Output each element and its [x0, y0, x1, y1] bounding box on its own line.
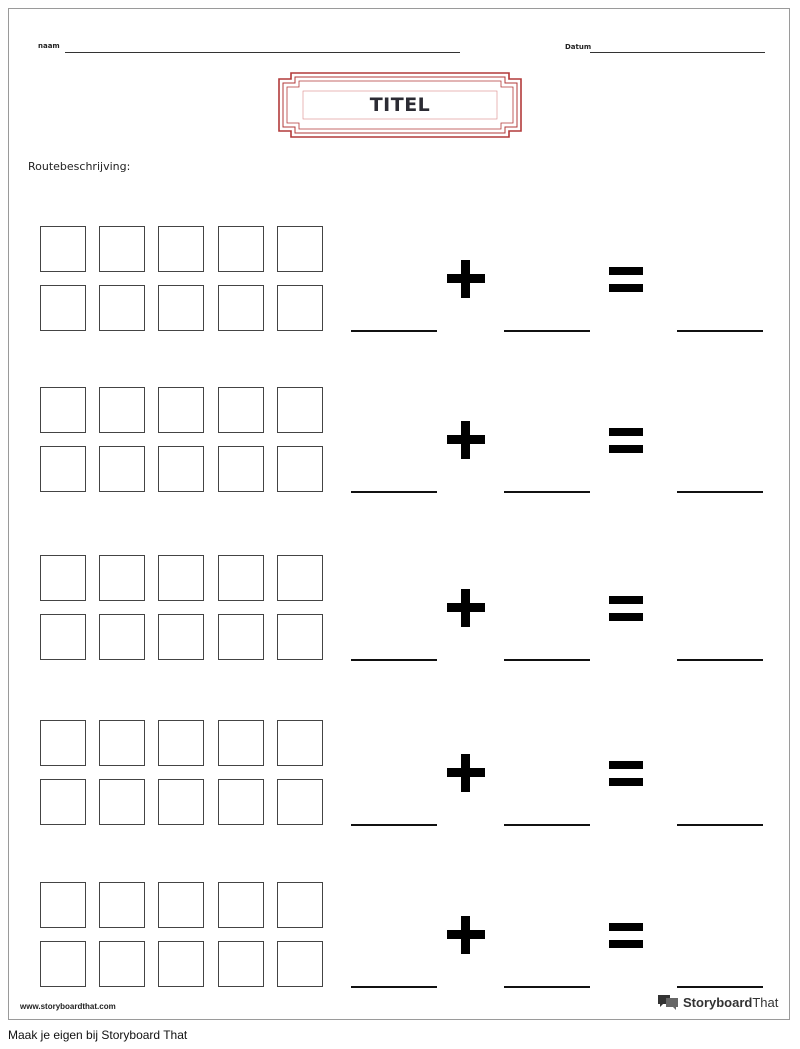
counting-box [277, 941, 323, 987]
counting-box [218, 285, 264, 331]
counting-box [277, 226, 323, 272]
counting-box [218, 941, 264, 987]
counting-box [158, 779, 204, 825]
counting-box [99, 779, 145, 825]
website-url: www.storyboardthat.com [20, 1002, 116, 1011]
sum-blank [677, 986, 763, 988]
counting-box [277, 387, 323, 433]
counting-box [218, 387, 264, 433]
counting-box [277, 720, 323, 766]
counting-box [218, 614, 264, 660]
counting-box [99, 285, 145, 331]
equals-sign [609, 923, 643, 949]
equals-sign [609, 428, 643, 454]
plus-sign [447, 754, 485, 792]
counting-box [158, 285, 204, 331]
worksheet-title: TITEL [369, 94, 431, 116]
logo-text-that: That [752, 994, 779, 1010]
counting-box [158, 226, 204, 272]
name-label: naam [38, 42, 60, 50]
equals-sign [609, 761, 643, 787]
addend-2-blank [504, 491, 590, 493]
counting-box [40, 779, 86, 825]
plus-sign [447, 260, 485, 298]
storyboard-that-logo [657, 993, 778, 1011]
counting-box [218, 446, 264, 492]
addend-2-blank [504, 986, 590, 988]
addend-1-blank [351, 491, 437, 493]
counting-box [99, 882, 145, 928]
plus-sign [447, 916, 485, 954]
counting-box [158, 387, 204, 433]
sum-blank [677, 491, 763, 493]
counting-box [218, 720, 264, 766]
counting-box [40, 941, 86, 987]
counting-box [218, 226, 264, 272]
counting-box [99, 387, 145, 433]
addend-2-blank [504, 824, 590, 826]
addend-1-blank [351, 330, 437, 332]
addend-1-blank [351, 824, 437, 826]
counting-box [40, 882, 86, 928]
counting-box [158, 882, 204, 928]
counting-box [40, 720, 86, 766]
equals-sign [609, 596, 643, 622]
counting-box [277, 446, 323, 492]
title-frame [277, 71, 523, 139]
logo-text-storyboard: Storyboard [683, 994, 753, 1010]
counting-box [40, 446, 86, 492]
date-line [590, 52, 765, 53]
counting-box [40, 555, 86, 601]
counting-box [158, 446, 204, 492]
counting-box [158, 614, 204, 660]
counting-box [40, 387, 86, 433]
counting-box [277, 614, 323, 660]
date-label: Datum [565, 43, 592, 51]
counting-box [277, 285, 323, 331]
sum-blank [677, 330, 763, 332]
plus-sign [447, 421, 485, 459]
counting-box [158, 555, 204, 601]
sum-blank [677, 659, 763, 661]
counting-box [99, 941, 145, 987]
counting-box [218, 555, 264, 601]
addend-1-blank [351, 986, 437, 988]
counting-box [40, 614, 86, 660]
footer-text: Maak je eigen bij Storyboard That [8, 1028, 188, 1042]
counting-box [99, 226, 145, 272]
addend-1-blank [351, 659, 437, 661]
counting-box [99, 614, 145, 660]
counting-box [40, 285, 86, 331]
directions-label: Routebeschrijving: [28, 160, 131, 173]
counting-box [99, 555, 145, 601]
counting-box [99, 720, 145, 766]
counting-box [277, 555, 323, 601]
counting-box [277, 779, 323, 825]
counting-box [40, 226, 86, 272]
counting-box [218, 882, 264, 928]
name-line [65, 52, 460, 53]
sum-blank [677, 824, 763, 826]
counting-box [218, 779, 264, 825]
equals-sign [609, 267, 643, 293]
addend-2-blank [504, 659, 590, 661]
plus-sign [447, 589, 485, 627]
counting-box [158, 941, 204, 987]
counting-box [158, 720, 204, 766]
counting-box [277, 882, 323, 928]
counting-box [99, 446, 145, 492]
addend-2-blank [504, 330, 590, 332]
storyboard-that-logo-icon [657, 994, 679, 1010]
